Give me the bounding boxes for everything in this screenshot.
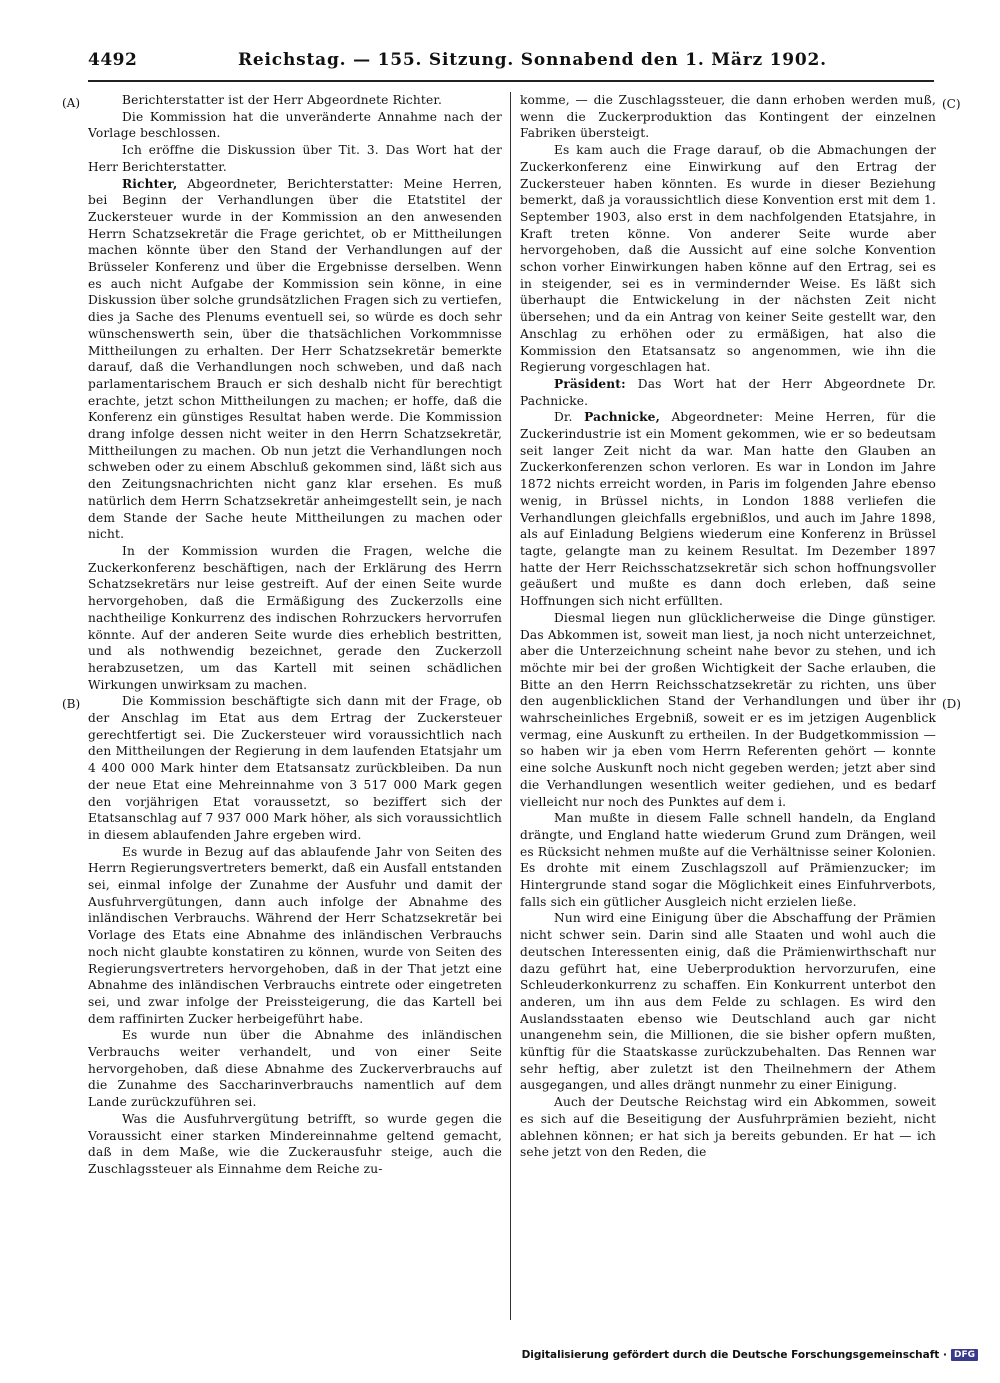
paragraph: komme, — die Zuschlagssteuer, die dann erhoben werden muß, wenn die Zuckerproduktion das Kontingent der einzelnen Fabriken übersteigt. <box>520 93 936 141</box>
paragraph: In der Kommission wurden die Fragen, welche die Zuckerkonferenz beschäftigen, nach der Erklärung des Herrn Schatzsekretärs nur leise gestreift. Auf der einen Seite wurde hervorgehoben, daß die Ermäßigung des Zuckerzolls eine nachtheilige Konkurrenz des indischen Rohrzuckers hervorrufen könnte. Auf der anderen Seite wurde dies erheblich bestritten, und als nothwendig bezeichnet, gerade den Zuckerzoll herabzusetzen, um das Kartell mit seinen schädlichen Wirkungen unwirksam zu machen. <box>88 543 502 692</box>
speech-text: Meine Herren, bei Beginn der Verhandlungen über die Etatstitel der Zuckersteuer wurde in der Kommission an den anwesenden Herrn Schatzsekretär die Frage gerichtet, ob er Mittheilungen machen könnte über den Stand der Verhandlungen auf der Brüsseler Konferenz und über die Ergebnisse derselben. Wenn es auch nicht Aufgabe der Kommission sein könne, in eine Diskussion über solche grundsätzlichen Fragen sich zu vertiefen, dies ja Sache des Plenums eventuell sei, so würde es doch sehr wünschenswerth sein, über die thatsächlichen Vorkommnisse Mittheilungen zu erhalten. Der Herr Schatzsekretär bemerkte darauf, daß die Verhandlungen noch schweben, und daß nach parlamentarischem Brauch er sich deshalb nicht für berechtigt erachte, jetzt schon Mittheilungen zu machen; er hoffe, daß die Konferenz ein günstiges Resultat haben werde. Die Kommission drang infolge dessen nicht weiter in den Herrn Schatzsekretär, Mittheilungen zu machen. Ob nun jetzt die Verhandlungen noch schweben oder zu einem Abschluß gekommen sind, läßt sich aus den Zeitungsnachrichten nicht ganz klar ersehen. Es muß natürlich dem Herrn Schatzsekretär anheimgestellt sein, je nach dem Stande der Sache heute Mittheilungen zu machen oder nicht. <box>88 176 502 542</box>
paragraph: Die Kommission beschäftigte sich dann mit der Frage, ob der Anschlag im Etat aus dem Ertrag der Zuckersteuer gerechtfertigt sei. Die Zuckersteuer wird voraussichtlich nach den Mittheilungen der Regierung in dem laufenden Etatsjahr um 4 400 000 Mark hinter dem Etatsansatz zurückbleiben. Da nun der neue Etat eine Mehreinnahme von 3 517 000 Mark gegen den vorjährigen Etat voraussetzt, so beziffert sich der Etatsanschlag auf 7 937 000 Mark höher, als sich voraussichtlich in diesem ablaufenden Jahre ergeben wird. <box>88 694 502 842</box>
paragraph: Es kam auch die Frage darauf, ob die Abmachungen der Zuckerkonferenz eine Einwirkung auf den Ertrag der Zuckersteuer haben könnten. Es wurde in dieser Beziehung bemerkt, daß ja voraussichtlich diese Konvention erst mit dem 1. September 1903, also erst in dem nachfolgenden Etatsjahre, in Kraft treten könne. Von anderer Seite wurde aber hervorgehoben, daß die Aussicht auf eine solche Konvention schon vorher Einwirkungen haben könne auf den Ertrag, sei es in steigender, sei es in vermindernder Weise. Es läßt sich überhaupt die Entwickelung in der nächsten Zeit nicht übersehen; und da ein Antrag von keiner Seite gestellt war, den Anschlag zu erhöhen oder zu ermäßigen, hat also die Kommission den Etatsansatz so angenommen, wie ihn die Regierung vorgeschlagen hat. <box>520 143 936 375</box>
speech-praesident <box>520 376 936 409</box>
speech-text: Das Wort hat der Herr Abgeordnete Dr. Pachnicke. <box>520 376 936 408</box>
speaker-role: Abgeordneter, Berichterstatter: <box>187 176 394 191</box>
header-rule <box>88 80 934 82</box>
speech-richter <box>88 176 502 543</box>
paragraph: Berichterstatter ist der Herr Abgeordnete Richter. <box>122 93 442 107</box>
margin-marker-d: (D) <box>942 697 961 711</box>
speaker-name: Pachnicke, <box>584 410 660 425</box>
footer-text: Digitalisierung gefördert durch die Deutsche Forschungsgemeinschaft · <box>521 1349 947 1361</box>
paragraph: Ich eröffne die Diskussion über Tit. 3. Das Wort hat der Herr Berichterstatter. <box>88 143 502 174</box>
speaker-role: Abgeordneter: <box>671 410 764 425</box>
speech-text: Meine Herren, für die Zuckerindustrie ist ein Moment gekommen, wie er so bedeutsam seit langer Zeit nicht da war. Man hatte den Glauben an Zuckerkonferenzen schon verloren. Es war in London im Jahre 1872 nichts erreicht worden, in Paris im folgenden Jahre ebenso wenig, in Brüssel nichts, in London 1888 verliefen die Verhandlungen gleichfalls ergebnißlos, und auch im Jahre 1898, als auf Einladung Belgiens wiederum eine Konferenz in Brüssel tagte, gelangte man zu keinem Resultat. Im Dezember 1897 hatte der Herr Reichsschatzsekretär sich schon hoffnungsvoller geäußert und mußte es dann doch erleben, daß seine Hoffnungen sich nicht erfüllten. <box>520 410 936 609</box>
paragraph: Nun wird eine Einigung über die Abschaffung der Prämien nicht schwer sein. Darin sind alle Staaten und wohl auch die deutschen Interessenten einig, daß die Prämienwirthschaft nur dazu geführt hat, eine Ueberproduktion hervorzurufen, eine Schleuderkonkurrenz zu schaffen. Ein Konkurrent unterbot den anderen, um ihn aus dem Felde zu schlagen. Es wird den Auslandsstaaten ebenso wie Deutschland auch gar nicht unangenehm sein, die Millionen, die sie bisher opfern mußten, künftig für die Staatskasse zurückzubehalten. Das Rennen war sehr heftig, aber zuletzt ist den Theilnehmern der Athem ausgegangen, und alles drängt nunmehr zu einer Einigung. <box>520 911 936 1093</box>
margin-marker-a: (A) <box>62 96 81 110</box>
margin-marker-b: (B) <box>62 697 81 711</box>
speech-pachnicke <box>520 409 936 609</box>
speaker-name: Präsident: <box>554 376 626 391</box>
paragraph: Diesmal liegen nun glücklicherweise die Dinge günstiger. Das Abkommen ist, soweit man liest, ja noch nicht unterzeichnet, aber die Unterzeichnung scheint nahe bevor zu stehen, und ich möchte mir bei der großen Wichtigkeit der Sache erlauben, die Bitte an den Herrn Reichsschatzsekretär zu richten, uns über den augenblicklichen Stand der Verhandlungen und über ihr wahrscheinliches Ergebniß, soweit er es im jetzigen Augenblick vermag, eine Auskunft zu ertheilen. In der Budgetkommission — so haben wir ja eben vom Herrn Referenten gehört — konnte eine solche Auskunft noch nicht gegeben werden; jetzt aber sind die Verhandlungen wesentlich weiter gediehen, und es bedarf vielleicht nur noch des Punktes auf dem i. <box>520 610 936 809</box>
page-number: 4492 <box>88 50 138 70</box>
speaker-name: Richter, <box>122 176 178 191</box>
paragraph: Es wurde nun über die Abnahme des inländischen Verbrauchs weiter verhandelt, und von einer Seite hervorgehoben, daß diese Abnahme des Zuckerverbrauchs auf die Zunahme des Saccharinverbrauchs namentlich auf dem Lande zurückzuführen sei. <box>88 1028 502 1110</box>
paragraph: Die Kommission hat die unveränderte Annahme nach der Vorlage beschlossen. <box>88 109 502 141</box>
right-column <box>520 92 936 1322</box>
paragraph: Was die Ausfuhrvergütung betrifft, so wurde gegen die Voraussicht einer starken Mindereinnahme geltend gemacht, daß in dem Maße, wie die Zuckerausfuhr steige, auch die Zuschlagssteuer als Einnahme dem Reiche zu- <box>88 1111 502 1176</box>
paragraph: Man mußte in diesem Falle schnell handeln, da England drängte, und England hatte wiederum Grund zum Drängen, weil es Rücksicht nehmen mußte auf die Verhältnisse seiner Kolonien. Es drohte mit einem Zuschlagszoll auf Prämienzucker; im Hintergrunde stand sogar die Möglichkeit eines Einfuhrverbots, falls sich ein gütlicher Ausgleich nicht erzielen ließe. <box>520 811 936 909</box>
paragraph: Auch der Deutsche Reichstag wird ein Abkommen, soweit es sich auf die Beseitigung der Ausfuhrprämien bezieht, nicht ablehnen können; er hat sich ja bereits gebunden. Er hat — ich sehe jetzt von den Reden, die <box>520 1095 936 1160</box>
digitization-footer <box>522 1349 978 1361</box>
column-divider <box>510 92 511 1320</box>
left-column <box>88 92 502 1322</box>
running-head: Reichstag. — 155. Sitzung. Sonnabend den 1. März 1902. <box>238 50 827 70</box>
speaker-title: Dr. <box>554 410 573 425</box>
page-header <box>88 44 934 74</box>
paragraph: Es wurde in Bezug auf das ablaufende Jahr von Seiten des Herrn Regierungsvertreters bemerkt, daß ein Ausfall entstanden sei, einmal infolge der Zunahme der Ausfuhr und damit der Ausfuhrvergütungen, dann auch infolge der Abnahme des inländischen Verbrauchs. Während der Herr Schatzsekretär bei Vorlage des Etats eine Abnahme des inländischen Verbrauchs noch nicht glaubte konstatiren zu können, wurde von Seiten des Regierungsvertreters hervorgehoben, daß in der That jetzt eine Abnahme des inländischen Verbrauchs eintrete oder eingetreten sei, und zwar infolge der Preissteigerung, die das Kartell bei dem raffinirten Zucker herbeigeführt habe. <box>88 844 502 1026</box>
dfg-logo: DFG <box>951 1349 978 1361</box>
margin-marker-c: (C) <box>942 97 961 111</box>
